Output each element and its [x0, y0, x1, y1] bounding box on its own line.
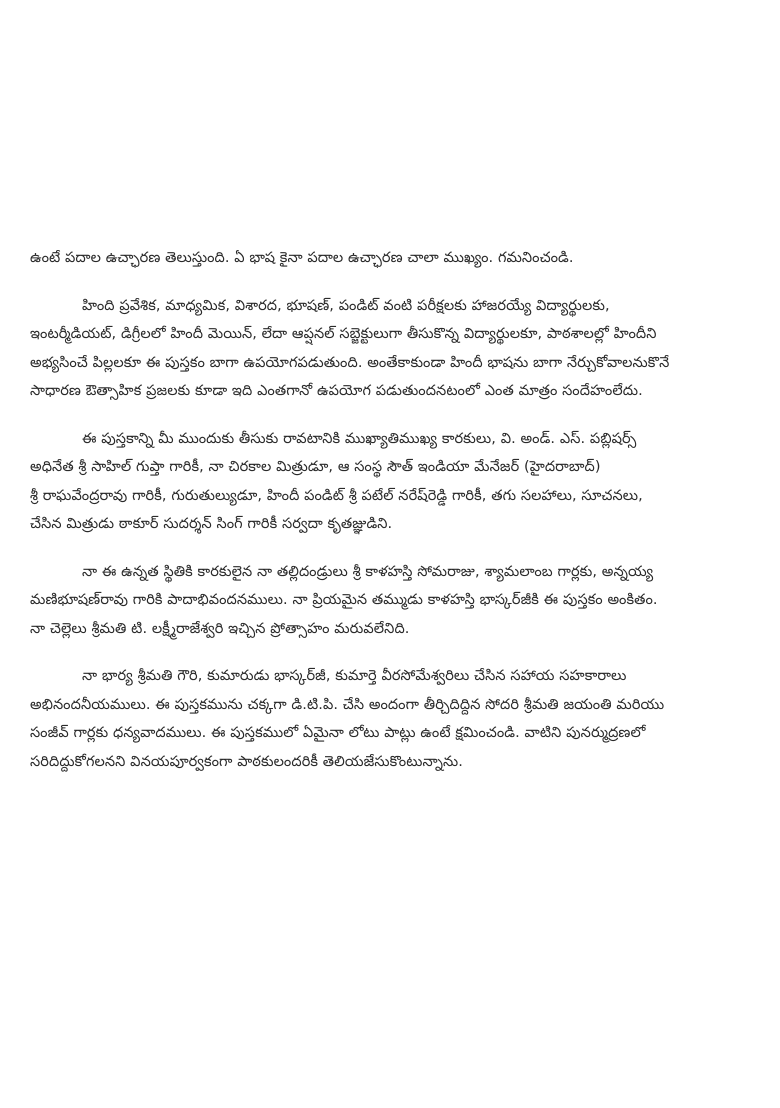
text-line: సాధారణ ఔత్సాహిక ప్రజలకు కూడా ఇది ఎంతగానో ఉపయోగ పడుతుందనటంలో ఎంత మాత్రం సందేహంలేదు.: [30, 383, 643, 399]
paragraph-acknowledgements-publishers: [30, 425, 758, 539]
text-line: అధినేత శ్రీ సాహిల్ గుప్తా గారికీ, నా చిరకాల మిత్రుడూ, ఆ సంస్థ సౌత్ ఇండియా మేనేజర్ (హైదరాబాద్): [30, 459, 601, 475]
text-line: అభ్యసించే పిల్లలకూ ఈ పుస్తకం బాగా ఉపయోగపడుతుంది. అంతేకాకుండా హిందీ భాషను బాగా నేర్చుకోవాలనుకొనే: [30, 354, 670, 371]
paragraph-acknowledgements-family: [30, 558, 758, 644]
paragraph-acknowledgements-closing: [30, 662, 758, 776]
text-line: ఈ పుస్తకాన్ని మీ ముందుకు తీసుకు రావటానికి ముఖ్యాతిముఖ్య కారకులు, వి. అండ్. ఎస్. పబ్లిషర్స్: [82, 430, 637, 447]
paragraph-target-audience: [30, 292, 758, 406]
text-line: సరిదిద్దుకోగలనని వినయపూర్వకంగా పాఠకులందరికీ తెలియజేసుకొంటున్నాను.: [30, 753, 464, 770]
text-line: నా ఈ ఉన్నత స్థితికి కారకులైన నా తల్లిదండ్రులు శ్రీ కాళహస్తి సోమరాజు, శ్యామలాంబ గార్లకు, అన్నయ్య: [82, 563, 654, 580]
text-line: నా చెల్లెలు శ్రీమతి టి. లక్ష్మీరాజేశ్వరి ఇచ్చిన ప్రోత్సాహం మరువలేనిది.: [30, 620, 410, 637]
text-line: హింది ప్రవేశిక, మాధ్యమిక, విశారద, భూషణ్, పండిట్ వంటి పరీక్షలకు హాజరయ్యే విద్యార్థులకు,: [82, 297, 610, 314]
text-line: నా భార్య శ్రీమతి గౌరి, కుమారుడు భాస్కర్‌జీ, కుమార్తె వీరసోమేశ్వరిలు చేసిన సహాయ సహకారాలు: [82, 668, 627, 684]
document-body: [30, 244, 758, 776]
paragraph-spacing: [30, 539, 758, 558]
text-line: ఇంటర్మీడియట్, డిగ్రీలలో హిందీ మెయిన్, లేదా ఆప్షనల్ సబ్జెక్టులుగా తీసుకొన్న విద్యార్థులకూ, పాఠశాలల్లో హిందీని: [30, 326, 657, 342]
paragraph-continuation: [30, 244, 758, 273]
text-line: అభినందనీయములు. ఈ పుస్తకమును చక్కగా డి.టి.పి. చేసి అందంగా తీర్చిదిద్దిన సోదరి శ్రీమతి జయంతి మరియు: [30, 696, 665, 713]
paragraph-spacing: [30, 273, 758, 292]
paragraph-spacing: [30, 643, 758, 662]
text-line: మణిభూషణ్‌రావు గారికి పాదాభివందనములు. నా ప్రియమైన తమ్ముడు కాళహస్తి భాస్కర్‌జీకి ఈ పుస్తకం అంకితం.: [30, 592, 658, 608]
paragraph-spacing: [30, 406, 758, 425]
text-line: ఉంటే పదాల ఉచ్ఛారణ తెలుస్తుంది. ఏ భాష కైనా పదాల ఉచ్ఛారణ చాలా ముఖ్యం. గమనించండి.: [30, 250, 574, 266]
text-line: చేసిన మిత్రుడు ఠాకూర్ సుదర్శన్ సింగ్ గారికీ సర్వదా కృతజ్ఞుడిని.: [30, 516, 393, 532]
text-line: శ్రీ రాఘవేంద్రరావు గారికీ, గురుతుల్యుడూ, హిందీ పండిట్ శ్రీ పటేల్ నరేష్‌రెడ్డి గారికీ, తగు సలహాలు, సూచనలు,: [30, 487, 643, 504]
text-line: సంజీవ్ గార్లకు ధన్యవాదములు. ఈ పుస్తకములో ఏమైనా లోటు పాట్లు ఉంటే క్షమించండి. వాటిని పునర్ముద్రణలో: [30, 725, 646, 741]
